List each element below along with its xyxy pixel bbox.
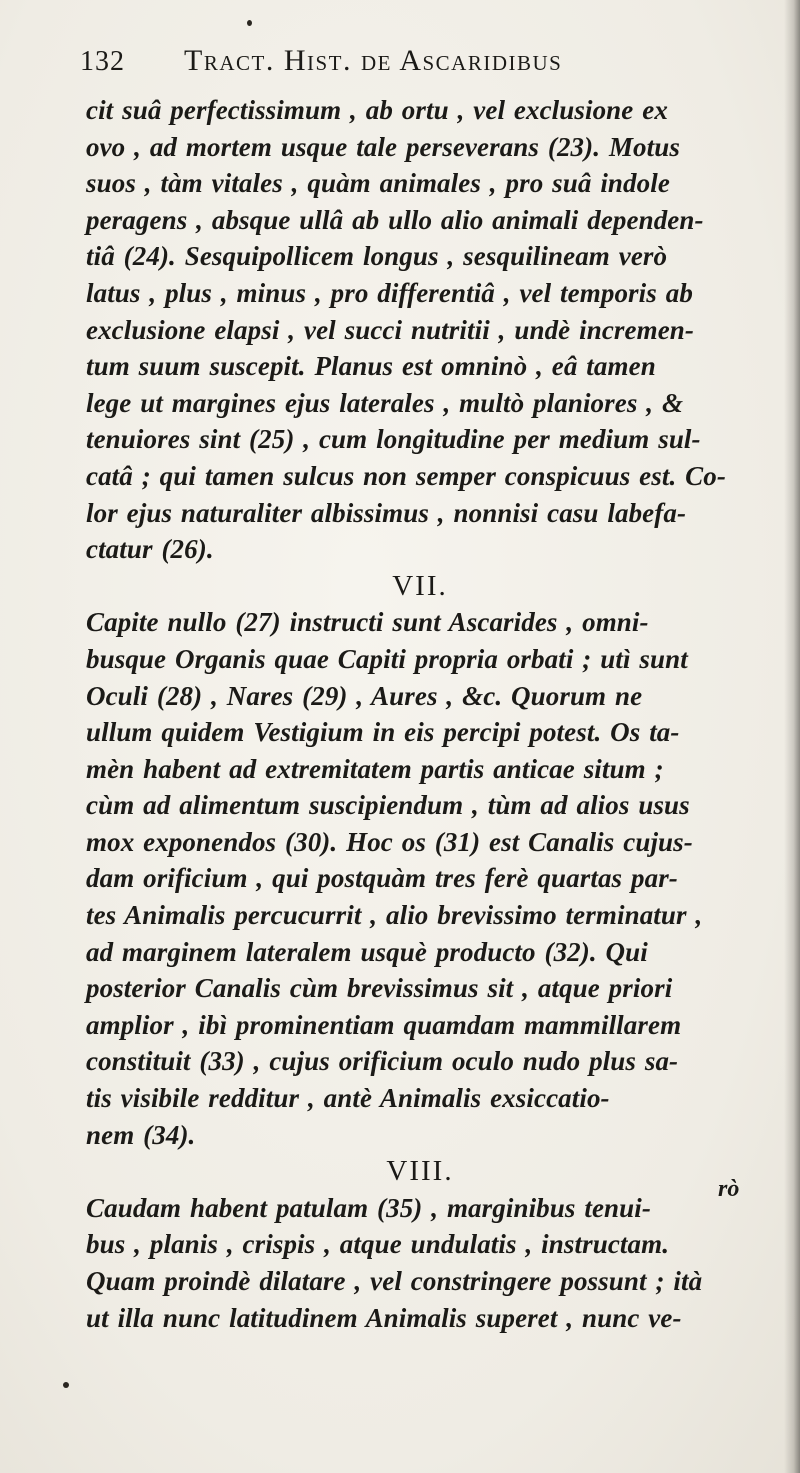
running-title: Tract. Hist. de Ascaridibus bbox=[184, 44, 563, 77]
text-line: nem (34). bbox=[86, 1119, 196, 1150]
text-line: exclusione elapsi , vel succi nutritii , undè incremen- bbox=[86, 314, 694, 345]
text-line: ullum quidem Vestigium in eis percipi potest. Os ta- bbox=[86, 717, 680, 748]
text-line: cùm ad alimentum suscipiendum , tùm ad alios usus bbox=[86, 790, 690, 821]
paragraph-continuation bbox=[86, 92, 754, 568]
text-line: ovo , ad mortem usque tale perseverans (23). Motus bbox=[86, 131, 680, 162]
text-line: tiâ (24). Sesquipollicem longus , sesquilineam verò bbox=[86, 241, 668, 272]
section-heading: VIII. bbox=[386, 1155, 454, 1188]
text-line: amplior , ibì prominentiam quamdam mammillarem bbox=[86, 1009, 682, 1040]
section-heading: VII. bbox=[392, 569, 448, 602]
text-line: ctatur (26). bbox=[86, 534, 214, 565]
ink-speck bbox=[247, 20, 252, 26]
text-line: Quam proindè dilatare , vel constringere possunt ; ità bbox=[86, 1266, 703, 1296]
ink-speck bbox=[63, 1382, 69, 1388]
catchword: rò bbox=[718, 1176, 740, 1202]
text-line: tes Animalis percucurrit , alio brevissimo terminatur , bbox=[86, 900, 703, 931]
section-vii bbox=[86, 568, 754, 1154]
text-line: cit suâ perfectissimum , ab ortu , vel exclusione ex bbox=[86, 95, 668, 125]
text-line: tenuiores sint (25) , cum longitudine per medium sul- bbox=[86, 424, 701, 455]
text-line: ad marginem lateralem usquè producto (32). Qui bbox=[86, 936, 648, 967]
text-line: Capite nullo (27) instructi sunt Ascarides , omni- bbox=[86, 607, 649, 638]
text-line: peragens , absque ullâ ab ullo alio animali dependen- bbox=[86, 204, 704, 235]
text-line: suos , tàm vitales , quàm animales , pro suâ indole bbox=[86, 168, 670, 199]
text-line: lor ejus naturaliter albissimus , nonnisi casu labefa- bbox=[86, 497, 687, 528]
text-line: lege ut margines ejus laterales , multò planiores , & bbox=[86, 387, 684, 418]
text-line: constituit (33) , cujus orificium oculo nudo plus sa- bbox=[86, 1046, 679, 1077]
text-line: catâ ; qui tamen sulcus non semper conspicuus est. Co- bbox=[86, 460, 726, 491]
section-viii bbox=[86, 1153, 754, 1336]
page-edge-shadow bbox=[784, 0, 800, 1473]
text-line: busque Organis quae Capiti propria orbati ; utì sunt bbox=[86, 643, 688, 674]
text-line: ut illa nunc latitudinem Animalis superet , nunc ve- bbox=[86, 1302, 682, 1333]
text-line: dam orificium , qui postquàm tres ferè quartas par- bbox=[86, 863, 678, 894]
text-line: Caudam habent patulam (35) , marginibus tenui- bbox=[86, 1192, 651, 1223]
text-line: latus , plus , minus , pro differentiâ , vel temporis ab bbox=[86, 277, 693, 308]
text-line: mox exponendos (30). Hoc os (31) est Canalis cujus- bbox=[86, 826, 693, 857]
text-line: tis visibile redditur , antè Animalis exsiccatio- bbox=[86, 1083, 610, 1114]
text-line: Oculi (28) , Nares (29) , Aures , &c. Quorum ne bbox=[86, 680, 643, 711]
page-number: 132 bbox=[80, 46, 125, 77]
text-line: posterior Canalis cùm brevissimus sit , atque priori bbox=[86, 973, 673, 1004]
running-header bbox=[80, 42, 750, 82]
text-line: tum suum suscepit. Planus est omninò , eâ tamen bbox=[86, 351, 656, 382]
text-line: mèn habent ad extremitatem partis anticae situm ; bbox=[86, 753, 664, 784]
text-line: bus , planis , crispis , atque undulatis , instructam. bbox=[86, 1229, 670, 1260]
body-text bbox=[86, 92, 754, 1336]
